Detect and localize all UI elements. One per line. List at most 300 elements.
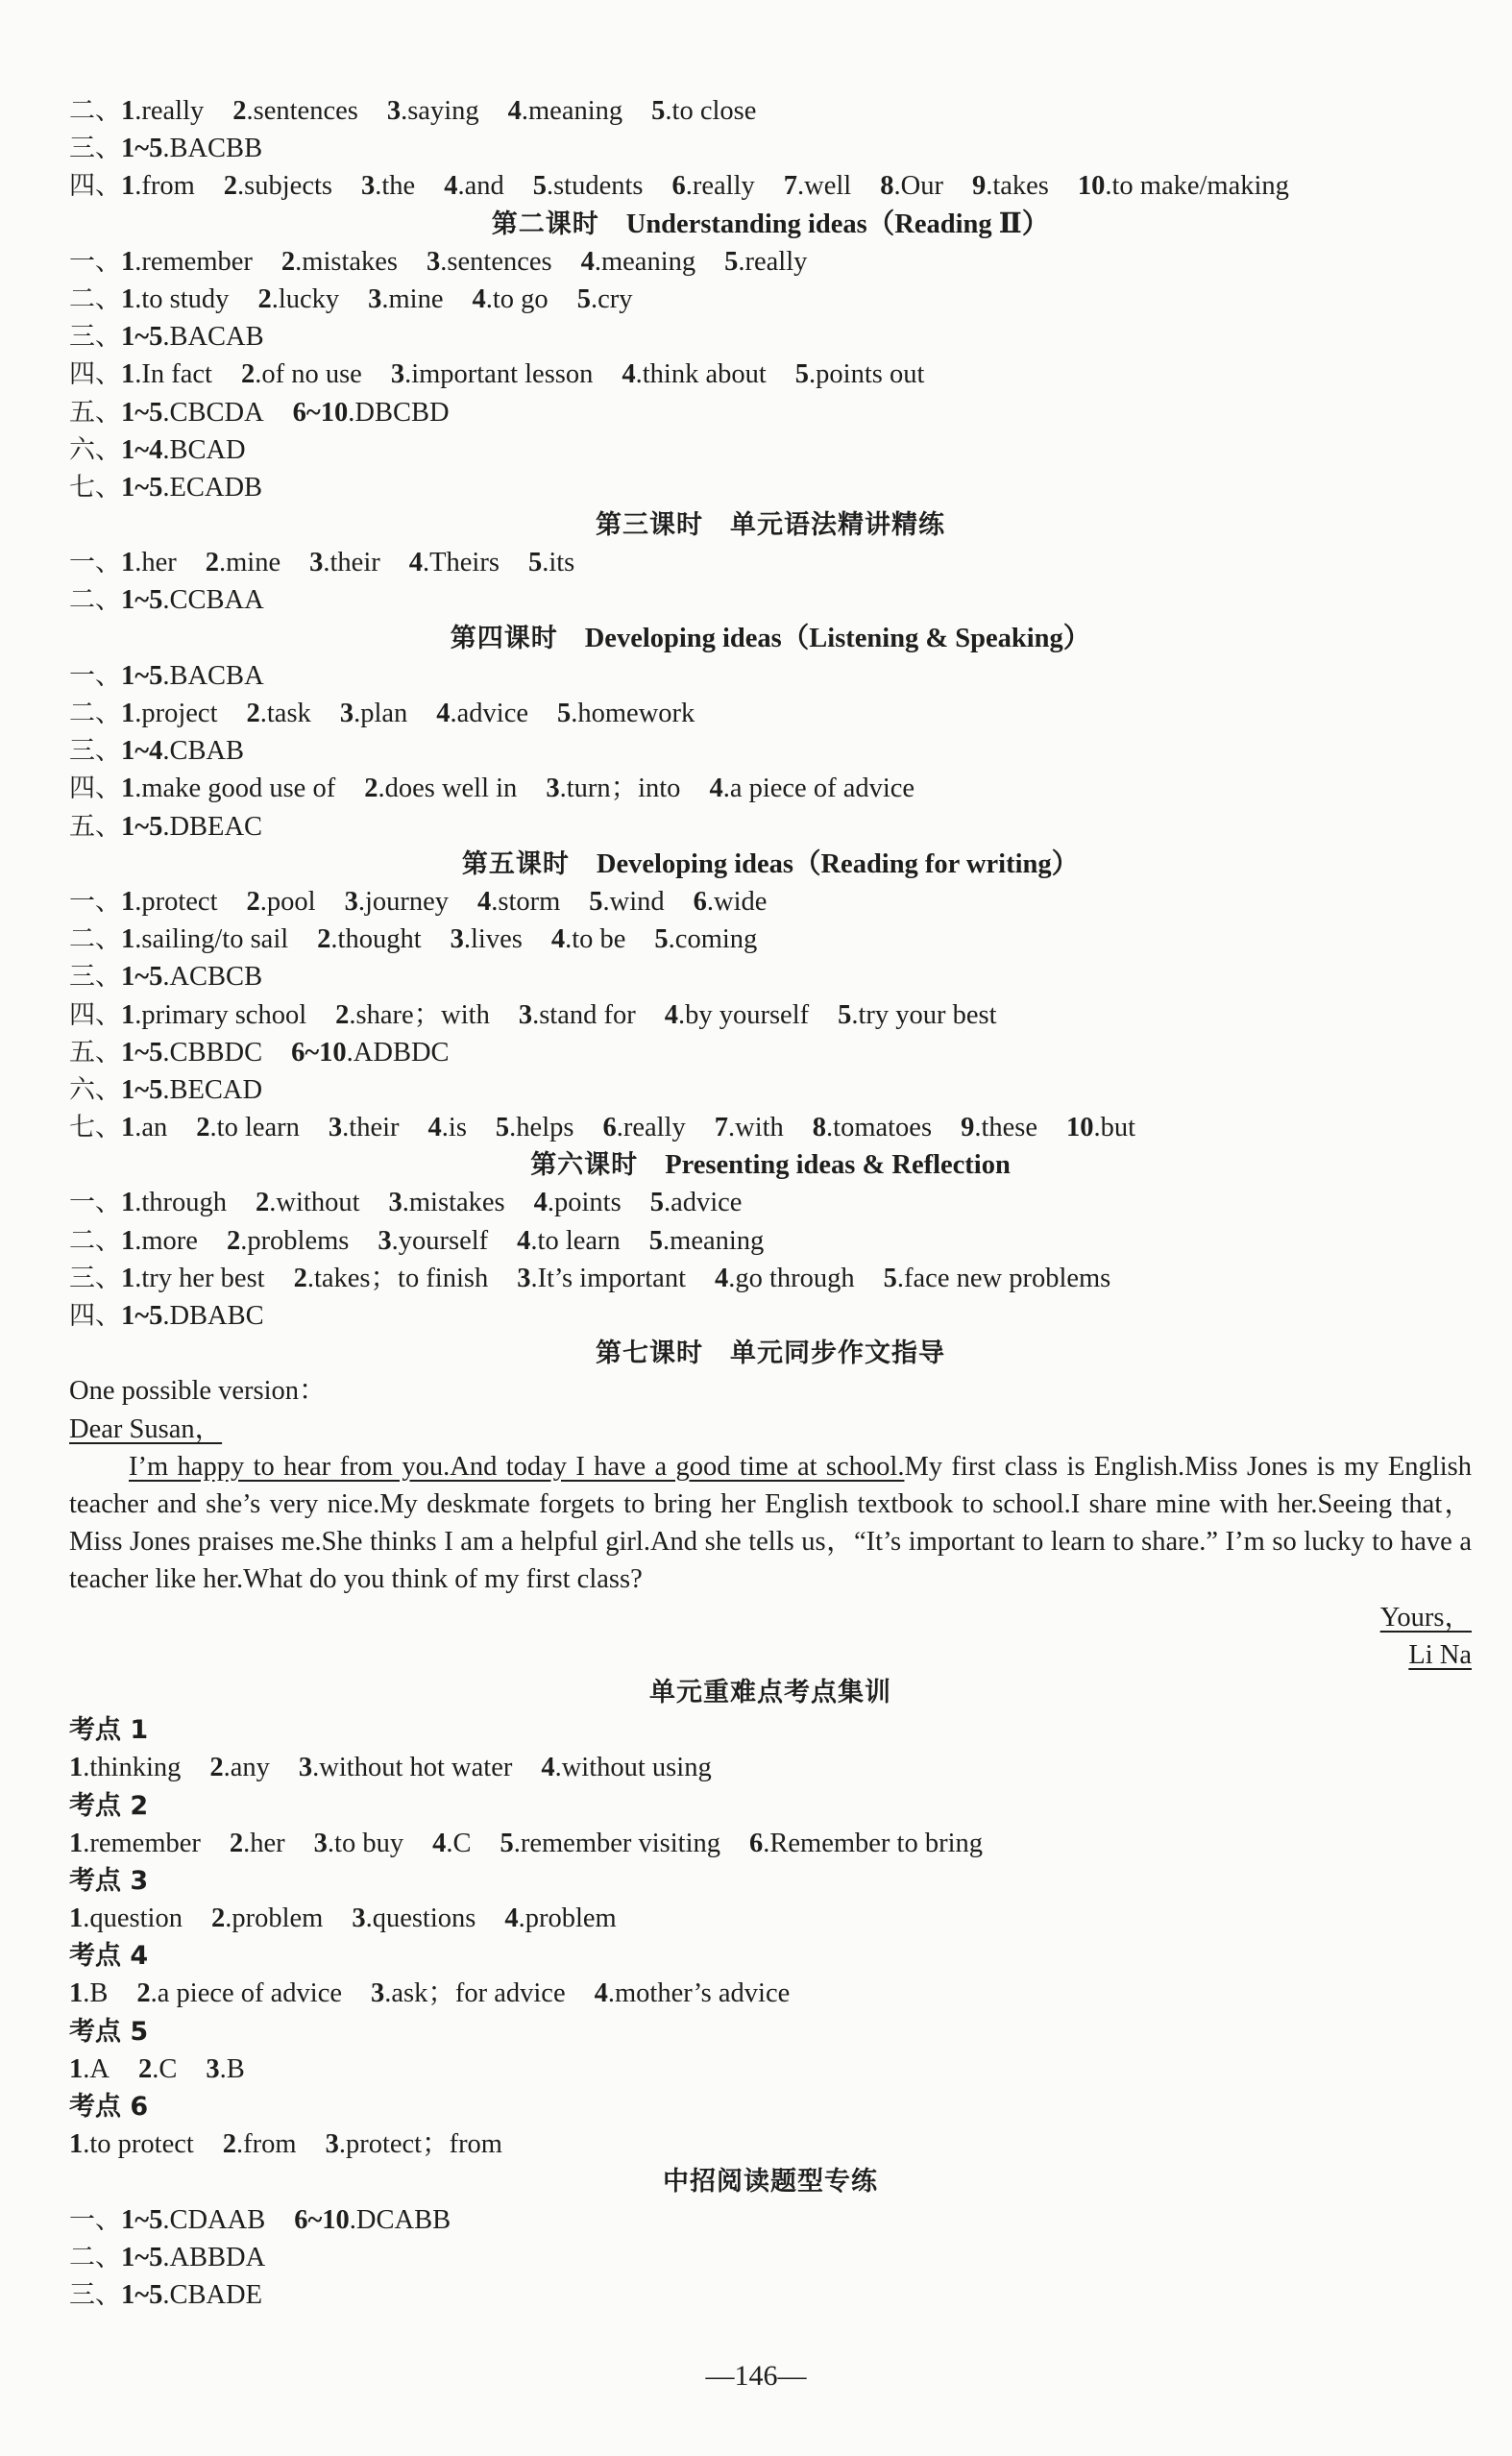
answer-text: .really (738, 246, 808, 277)
answer-line (69, 1975, 1472, 2012)
section-number: 一、 (69, 246, 121, 277)
question-number: 2 (196, 1113, 210, 1143)
answer-text: .thought (330, 924, 422, 955)
answer-item (533, 171, 644, 201)
answer-item (577, 284, 633, 314)
question-number: 2 (210, 1903, 226, 1934)
question-number: 4 (517, 1225, 531, 1256)
question-number: 1 (121, 548, 135, 578)
lesson-label: 第二课时 (491, 209, 599, 239)
question-number: 7 (783, 171, 798, 202)
question-number: 7 (714, 1113, 728, 1143)
answer-text: .go through (728, 1263, 855, 1293)
answer-item (749, 1829, 983, 1858)
answer-text: .DBABC (162, 1301, 264, 1331)
answer-item (428, 1113, 467, 1142)
question-number: 3 (360, 171, 376, 202)
essay-opening: I’m happy to hear from you.And today I have a good time at school. (129, 1451, 905, 1482)
answer-line (69, 167, 1472, 205)
answer-item (784, 171, 851, 201)
answer-text: .sentences (440, 246, 552, 277)
essay-body: My first class is English.Miss Jones is my English teacher and she’s very nice.My deskmate forgets to bring her English textbook to school.I share mine with her.Seeing that，Miss Jones praises me.She thinks I am a helpful girl.And she tells us，“It’s important to learn to share.” I’m so lucky to have a teacher like her.What do you think of my first class? (69, 1451, 1472, 1595)
question-number: 10 (1066, 1113, 1094, 1143)
answer-text: .DBEAC (162, 811, 263, 842)
answer-item (444, 171, 504, 201)
answer-item (672, 171, 755, 201)
answer-text: .lives (463, 924, 523, 955)
answer-text: .to buy (327, 1828, 404, 1858)
answer-item (227, 1226, 349, 1256)
answer-item (389, 1188, 505, 1217)
answer-text: .C (152, 2053, 178, 2084)
answer-content (69, 92, 1472, 2314)
question-number: 2 (223, 171, 238, 202)
salutation-text: Dear Susan， (69, 1413, 223, 1444)
answer-text: .ask；for advice (384, 1978, 566, 2009)
answer-item (352, 1903, 476, 1933)
answer-line (69, 1071, 1472, 1109)
answer-text: .question (83, 1903, 183, 1934)
answer-item (209, 1753, 270, 1782)
answer-text: .CBBDC (162, 1037, 263, 1068)
answer-line (69, 883, 1472, 921)
question-number: 6 (749, 1828, 764, 1858)
answer-text: .sentences (246, 96, 358, 126)
question-number: 1 (121, 1188, 135, 1218)
answer-item (121, 1226, 198, 1256)
question-number: 1 (121, 774, 135, 804)
answer-item (121, 2280, 262, 2310)
question-number: 2 (209, 1753, 224, 1783)
answer-text: .problems (240, 1225, 350, 1256)
key-point-label: 考点 2 (69, 1790, 149, 1821)
section-number: 三、 (69, 2279, 121, 2310)
answer-text: .helps (509, 1113, 574, 1143)
answer-text: .protect (134, 886, 218, 917)
answer-text: .B (83, 1978, 109, 2009)
question-number: 10 (1077, 171, 1106, 202)
answer-line (69, 808, 1472, 846)
question-number: 1 (121, 359, 135, 390)
question-number: 2 (317, 924, 331, 955)
question-number: 3 (328, 1113, 343, 1143)
answer-text: .by yourself (677, 999, 810, 1030)
answer-item (121, 1038, 262, 1068)
answer-item (69, 1978, 108, 2008)
question-number: 1~5 (121, 322, 163, 353)
question-number: 1 (121, 1225, 135, 1256)
answer-text: .stand for (532, 999, 636, 1030)
answer-text: .without (269, 1188, 360, 1218)
section-number: 六、 (69, 1074, 121, 1105)
answer-text: .with (727, 1113, 784, 1143)
signature-text: Li Na (1408, 1639, 1472, 1670)
lesson-label: 第五课时 (461, 848, 570, 879)
question-number: 2 (246, 886, 260, 917)
question-number: 3 (313, 1828, 328, 1858)
answer-item (121, 1075, 262, 1105)
answer-text: .share；with (349, 999, 490, 1030)
answer-item (361, 171, 415, 201)
answer-text: .is (441, 1113, 467, 1143)
section-heading (69, 2163, 1472, 2200)
question-number: 1 (121, 886, 135, 917)
question-number: 4 (432, 1828, 447, 1858)
section-heading (69, 206, 1472, 243)
answer-text: .really (685, 171, 755, 202)
answer-text: .the (375, 171, 416, 202)
letter-signature (69, 1636, 1472, 1674)
question-number: 5 (883, 1263, 897, 1293)
section-number: 四、 (69, 999, 121, 1030)
question-number: 4 (533, 1188, 548, 1218)
question-number: 5 (649, 1188, 664, 1218)
section-number: 二、 (69, 924, 121, 955)
question-number: 6~10 (291, 1037, 347, 1068)
question-number: 4 (664, 999, 678, 1030)
answer-item (121, 661, 264, 691)
answer-text: .wide (706, 886, 768, 917)
answer-item (121, 699, 218, 728)
answer-item (546, 774, 680, 803)
answer-text: .its (542, 548, 575, 578)
answer-item (206, 2054, 244, 2084)
question-number: 1 (121, 1263, 135, 1293)
answer-item (69, 1829, 201, 1858)
question-number: 1 (121, 999, 135, 1030)
answer-item (557, 699, 695, 728)
section-number: 一、 (69, 1188, 121, 1218)
answer-line (69, 695, 1472, 732)
essay-intro: One possible version： (69, 1376, 327, 1407)
section-number: 二、 (69, 1225, 121, 1256)
answer-text: .ACBCB (162, 962, 263, 993)
answer-line (69, 1260, 1472, 1297)
answer-item (224, 171, 332, 201)
answer-text: .CCBAA (162, 585, 264, 616)
answer-item (121, 96, 204, 126)
answer-item (121, 887, 218, 917)
answer-text: .really (134, 96, 205, 126)
answer-item (232, 96, 358, 126)
question-number: 1 (121, 1113, 135, 1143)
answer-item (69, 1753, 181, 1782)
answer-item (517, 1226, 621, 1256)
answer-text: .A (83, 2053, 110, 2084)
answer-text: .to study (134, 283, 230, 314)
answer-text: .Theirs (423, 548, 500, 578)
answer-text: .really (616, 1113, 686, 1143)
answer-item (291, 1038, 449, 1068)
question-number: 4 (550, 924, 566, 955)
question-number: 1~4 (121, 434, 163, 465)
question-number: 3 (378, 1225, 392, 1256)
key-point-label: 考点 4 (69, 1941, 149, 1972)
answer-line (69, 92, 1472, 130)
answer-text: .without hot water (312, 1753, 513, 1783)
answer-item (715, 1264, 855, 1293)
answer-text: .tomatoes (826, 1113, 933, 1143)
key-point-label: 考点 5 (69, 2016, 149, 2047)
answer-item (508, 96, 623, 126)
answer-text: .It’s important (530, 1263, 686, 1293)
answer-text: .mine (219, 548, 281, 578)
answer-item (121, 924, 288, 954)
answer-item (121, 247, 253, 277)
question-number: 2 (136, 1978, 151, 2009)
lesson-title: Developing ideas（Listening & Speaking） (584, 623, 1091, 653)
answer-item (504, 1903, 616, 1933)
section-number: 二、 (69, 283, 121, 314)
answer-item (121, 1188, 227, 1217)
answer-text: .task (259, 699, 311, 728)
answer-text: .lucky (271, 283, 340, 314)
answer-item (602, 1113, 685, 1142)
answer-line (69, 1109, 1472, 1146)
answer-text: .to go (485, 283, 549, 314)
answer-text: .an (134, 1113, 168, 1143)
answer-text: .to make/making (1105, 171, 1289, 202)
answer-text: .sailing/to sail (134, 924, 289, 955)
lesson-label: 第四课时 (450, 623, 558, 653)
answer-item (387, 96, 479, 126)
answer-line (69, 356, 1472, 393)
answer-line (69, 1297, 1472, 1335)
answer-item (121, 284, 229, 314)
answer-text: .journey (357, 886, 449, 917)
answer-item (581, 247, 696, 277)
section-number: 五、 (69, 397, 121, 428)
answer-line (69, 431, 1472, 469)
answer-text: .a piece of advice (150, 1978, 343, 2009)
answer-item (551, 924, 626, 954)
answer-item (241, 359, 362, 389)
answer-text: .remember (134, 246, 253, 277)
answer-text: .any (223, 1753, 270, 1783)
answer-item (838, 1000, 996, 1030)
section-number: 一、 (69, 548, 121, 578)
question-number: 5 (532, 171, 547, 202)
question-number: 3 (309, 548, 324, 578)
question-number: 1~5 (121, 585, 163, 616)
answer-item (257, 284, 339, 314)
answer-line (69, 657, 1472, 695)
answer-item (622, 359, 766, 389)
answer-text: .from (134, 171, 195, 202)
answer-item (665, 1000, 809, 1030)
answer-item (294, 1264, 489, 1293)
question-number: 1~5 (121, 1037, 163, 1068)
answer-item (69, 1903, 183, 1933)
section-number: 七、 (69, 472, 121, 503)
question-number: 5 (527, 548, 543, 578)
answer-text: .storm (491, 886, 561, 917)
answer-item (519, 1000, 636, 1030)
answer-text: .thinking (83, 1753, 182, 1783)
answer-text: .BCAD (162, 434, 246, 465)
answer-item (309, 548, 380, 577)
answer-text: .mistakes (295, 246, 399, 277)
answer-item (884, 1264, 1111, 1293)
answer-text: .their (323, 548, 380, 578)
section-heading (69, 1674, 1472, 1711)
question-number: 1 (121, 283, 135, 314)
answer-text: .primary school (134, 999, 307, 1030)
answer-text: .DCABB (349, 2204, 451, 2235)
answer-item (314, 1829, 403, 1858)
answer-item (972, 171, 1049, 201)
answer-text: .students (546, 171, 644, 202)
answer-item (247, 887, 316, 917)
answer-item (650, 1188, 743, 1217)
answer-line (69, 2051, 1472, 2088)
answer-item (961, 1113, 1037, 1142)
section-number: 五、 (69, 811, 121, 842)
question-number: 1 (69, 1828, 84, 1858)
question-number: 9 (961, 1113, 975, 1143)
key-point-label: 考点 3 (69, 1865, 149, 1896)
question-number: 6~10 (294, 2204, 350, 2235)
question-number: 5 (651, 96, 666, 126)
question-number: 5 (557, 699, 572, 728)
question-number: 3 (371, 1978, 385, 2009)
answer-text: .mine (381, 283, 444, 314)
answer-item (500, 1829, 720, 1858)
answer-item (432, 1829, 471, 1858)
question-number: 1~5 (121, 472, 163, 503)
answer-item (230, 1829, 285, 1858)
lesson-title: 单元语法精讲精练 (730, 510, 945, 541)
answer-text: .to learn (209, 1113, 300, 1143)
question-number: 2 (256, 1188, 270, 1218)
answer-item (378, 1226, 488, 1256)
question-number: 9 (971, 171, 987, 202)
question-number: 2 (226, 1225, 241, 1256)
section-heading (69, 620, 1472, 657)
question-number: 3 (325, 2129, 339, 2160)
lesson-title: 单元同步作文指导 (730, 1339, 945, 1369)
answer-line (69, 2125, 1472, 2163)
question-number: 3 (386, 96, 402, 126)
answer-text: .In fact (134, 359, 212, 390)
answer-text: .saying (401, 96, 479, 126)
answer-item (256, 1188, 359, 1217)
question-number: 4 (541, 1753, 555, 1783)
answer-item (196, 1113, 300, 1142)
answer-text: .BECAD (162, 1074, 263, 1105)
answer-text: .to learn (530, 1225, 621, 1256)
answer-text: .CBADE (162, 2279, 263, 2310)
answer-line (69, 921, 1472, 958)
answer-item (427, 247, 552, 277)
question-number: 4 (504, 1903, 519, 1934)
section-number: 三、 (69, 736, 121, 767)
question-number: 5 (589, 886, 603, 917)
answer-text: .meaning (521, 96, 623, 126)
answer-text: .their (342, 1113, 400, 1143)
answer-line (69, 958, 1472, 995)
answer-text: .CBAB (162, 736, 245, 767)
answer-line (69, 581, 1472, 619)
answer-text: .subjects (237, 171, 332, 202)
answer-line (69, 2276, 1472, 2314)
question-number: 5 (654, 924, 669, 955)
answer-item (329, 1113, 400, 1142)
answer-text: .try your best (851, 999, 997, 1030)
answer-text: .these (974, 1113, 1037, 1143)
question-number: 3 (352, 1903, 366, 1934)
section-number: 二、 (69, 2242, 121, 2272)
question-number: 2 (240, 359, 256, 390)
question-number: 4 (622, 359, 636, 390)
answer-text: .protect；from (338, 2129, 502, 2160)
question-number: 3 (546, 774, 560, 804)
lesson-label: 单元重难点考点集训 (649, 1677, 891, 1707)
answer-item (436, 699, 528, 728)
section-number: 三、 (69, 1263, 121, 1293)
answer-item (121, 774, 335, 803)
question-number: 2 (364, 774, 378, 804)
answer-item (595, 1978, 791, 2008)
question-number: 4 (709, 774, 723, 804)
answer-text: .Remember to bring (763, 1828, 984, 1858)
question-number: 5 (500, 1828, 514, 1858)
question-number: 4 (408, 548, 423, 578)
question-number: 5 (724, 246, 739, 277)
section-number: 二、 (69, 96, 121, 126)
answer-text: .remember (83, 1828, 201, 1858)
answer-text: .project (134, 699, 218, 728)
answer-item (371, 1978, 566, 2008)
section-heading (69, 1335, 1472, 1372)
section-number: 六、 (69, 434, 121, 465)
question-number: 3 (298, 1753, 313, 1783)
question-number: 3 (517, 1263, 531, 1293)
page-number: —146— (705, 2360, 807, 2392)
answer-text: .questions (365, 1903, 476, 1934)
answer-item (121, 134, 262, 163)
answer-item (121, 2205, 265, 2235)
answer-text: .problem (518, 1903, 617, 1934)
question-number: 3 (206, 2053, 220, 2084)
answer-text: .does well in (378, 774, 518, 804)
section-number: 二、 (69, 699, 121, 728)
answer-text: .advice (663, 1188, 743, 1218)
question-number: 1~4 (121, 736, 163, 767)
answer-item (880, 171, 943, 201)
answer-text: .mistakes (402, 1188, 505, 1218)
answer-item (496, 1113, 574, 1142)
section-heading (69, 1146, 1472, 1184)
answer-text: .to protect (83, 2129, 194, 2160)
question-number: 4 (427, 1113, 442, 1143)
answer-item (340, 699, 407, 728)
answer-item (517, 1264, 686, 1293)
answer-item (694, 887, 768, 917)
question-number: 4 (477, 886, 492, 917)
answer-text: .her (134, 548, 177, 578)
section-number: 三、 (69, 134, 121, 164)
question-number: 1 (69, 1978, 84, 2009)
question-number: 2 (335, 999, 350, 1030)
answer-text: .yourself (391, 1225, 489, 1256)
answer-line (69, 2239, 1472, 2276)
answer-item (121, 1264, 265, 1293)
answer-text: .DBCBD (348, 397, 450, 428)
section-number: 三、 (69, 322, 121, 353)
question-number: 2 (229, 1828, 244, 1858)
answer-item (294, 2205, 451, 2235)
